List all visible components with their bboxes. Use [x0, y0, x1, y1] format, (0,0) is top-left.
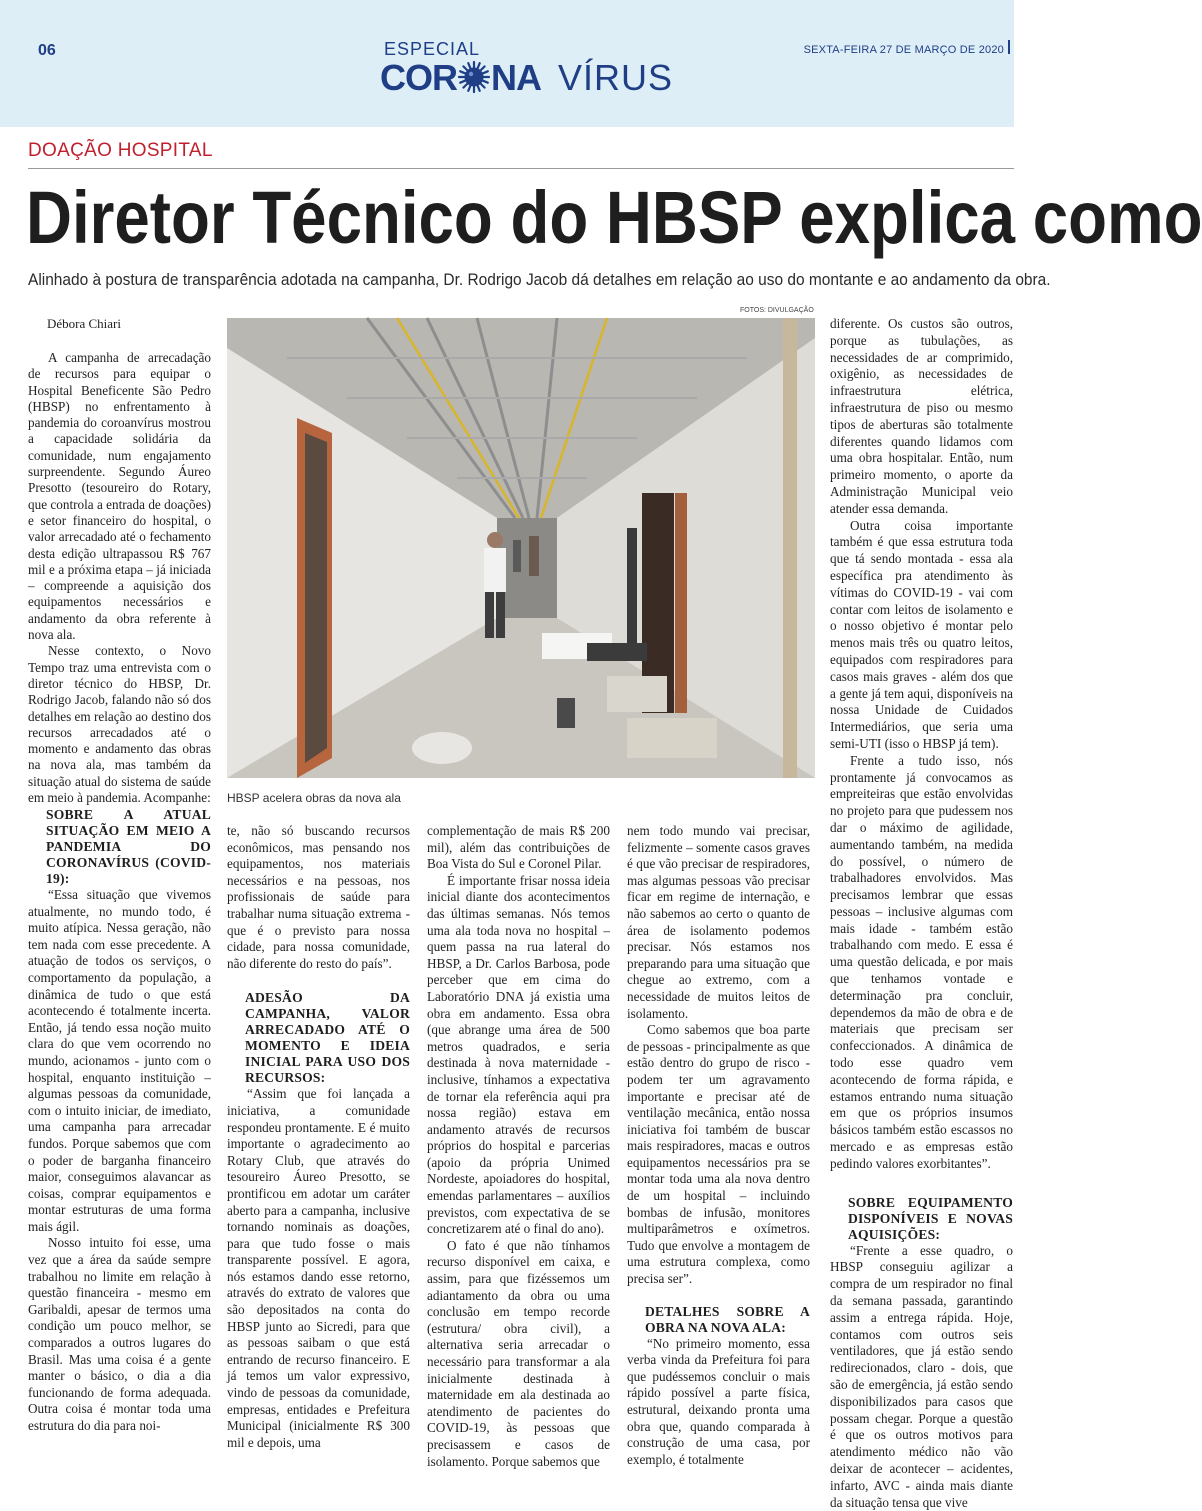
section-label: DOAÇÃO HOSPITAL: [28, 140, 213, 161]
paragraph: “Assim que foi lançada a iniciativa, a comunidade respondeu prontamente. E é muito importante o agradecimento ao Rotary Club, que através do tesoureiro Áureo Presotto, se prontificou em adotar um caráter aberto para a campanha, inclusive tornando nominais as doações, para que tudo fosse o mais transparente possível. E agora, nós estamos dando esse retorno, através do extrato de valores que são depositados na conta do HBSP junto ao Sicredi, para que as pessoas saibam o que está entrando de recurso financeiro. E já temos um valor expressivo, vindo de pessoas da comunidade, empresas, entidades e Prefeitura Municipal (inicialmente R$ 300 mil e depois, uma: [227, 1086, 410, 1450]
paragraph: “Frente a esse quadro, o HBSP conseguiu agilizar a compra de um respirador no final da semana passada, garantindo assim a entrega rápida. Hoje, contamos com outros seis ventiladores, que já estão sendo redirecionados, claro - dois, que são de emergência, já estão sendo disponibilizados para casos que possam chegar. Porque a questão é que os outros motivos para atendimento médico não vão deixar de acontecer – acidentes, infarto, AVC - ainda mais diante da situação tensa que vive: [830, 1242, 1013, 1510]
photo-credit: FOTOS: DIVULGAÇÃO: [740, 307, 814, 314]
paragraph: “No primeiro momento, essa verba vinda da Prefeitura foi para que pudéssemos concluir o mais rápido possível a parte física, estrutural, deixando pronta uma obra que, quando comparada à construção de uma casa, por exemplo, é totalmente: [627, 1335, 810, 1467]
author-byline: Débora Chiari: [47, 316, 122, 331]
headline-container: [0, 170, 1202, 270]
paragraph: Como sabemos que boa parte de pessoas - principalmente as que estão dentro do grupo de risco - podem ter um agravamento importante e precisar até de ventilação mecânica, então nossa iniciativa foi também de buscar mais respiradores, macas e outros equipamentos necessários pra se montar toda uma ala nova dentro de um hospital – incluindo bombas de infusão, monitores multiparâmetros e oxímetros. Tudo que envolve a montagem de uma estrutura complexa, como precisa ser”.: [627, 1022, 810, 1287]
page-number: 06: [38, 42, 56, 59]
paragraph: Outra coisa importante também é que essa estrutura toda que tá sendo montada - essa ala específica pra atendimento às vítimas do COVID-19 - vai com contar com leitos de isolamento e o nosso objetivo é montar pelo menos mais três ou quatro leitos, equipados com respiradores para casos mais graves - além dos que a gente já tem aqui, disponíveis na nossa Unidade de Cuidados Intermediários, que seria uma semi-UTI (isso o HBSP já tem).: [830, 517, 1013, 751]
section-rule: [28, 168, 1014, 169]
paragraph: Frente a tudo isso, nós prontamente já convocamos as empreiteiras que estão envolvidas no projeto para que pudessem nos dar o máximo de agilidade, aumentando também, na medida do possível, o número de trabalhadores envolvidos. Mas precisamos lembrar que essas pessoas – inclusive algumas com mais idade - também estão trabalhando com medo. E essa é uma questão delicada, e por mais que tenhamos vontade e determinação pra concluir, dependemos da mão de obra e de materiais que precisam ser confeccionados. A dinâmica de todo esse quadro vem acontecendo de forma rápida, e estamos entrando numa situação em que os próprios insumos básicos também estão escassos no mercado e as empresas estão pedindo valores exorbitantes”.: [830, 752, 1013, 1171]
paragraph: É importante frisar nossa ideia inicial diante dos acontecimentos das últimas semanas. Nós temos uma ala toda nova no hospital – quem passa na rua lateral do HBSP, a Dr. Carlos Barbosa, pode perceber que em cima do Laboratório DNA já existia uma obra em andamento. Essa obra (que abrange uma área de 500 metros quadrados, e seria destinada à nova maternidade - inclusive, tínhamos a expectativa de tornar ela referência aqui pra nossa região) estava em andamento através de recursos próprios do hospital e parcerias (apoio da própria Unimed Nordeste, apoiadores do hospital, emendas parlamentares – auxílios previstos, com expectativa de se concretizarem até o final do ano).: [427, 872, 610, 1237]
paragraph: O fato é que não tínhamos recurso disponível em caixa, e assim, para que fizéssemos um adiantamento da obra ou uma conclusão em tempo recorde (estrutura/ obra civil), a alternativa seria arrecadar o necessário para transformar a ala inicialmente destinada à maternidade em ala destinada ao atendimento de pacientes do COVID-19, às pessoas que precisassem e casos de isolamento. Porque sabemos que: [427, 1237, 610, 1469]
paragraph: A campanha de arrecadação de recursos para equipar o Hospital Beneficente São Pedro (HBSP) no enfrentamento à pandemia do coroanvírus mostrou a capacidade solidária da comunidade, num engajamento surpreendente. Segundo Áureo Presotto (tesoureiro do Rotary, que controla a entrada de doações) e setor financeiro do hospital, o valor arrecadado até o fechamento desta edição ultrapassou R$ 767 mil e a próxima etapa – já iniciada – compreende a aquisição dos equipamentos necessários e andamento da obra referente à nova ala.: [28, 350, 211, 643]
paragraph: complementação de mais R$ 200 mil), além das contribuições de Boa Vista do Sul e Coronel Pilar.: [427, 823, 610, 872]
logo-corona-left: COR: [380, 57, 457, 98]
column-1-bottom: [28, 807, 211, 1435]
especial-coronavirus-logo: [380, 39, 674, 99]
subhead-adesao: ADESÃO DA CAMPANHA, VALOR ARRECADADO ATÉ O MOMENTO E IDEIA INICIAL PARA USO DOS RECURSOS:: [245, 990, 410, 1086]
column-5: [830, 316, 1013, 1511]
subhead-equipamentos: SOBRE EQUIPAMENTO DISPONÍVEIS E NOVAS AQUISIÇÕES:: [848, 1194, 1013, 1242]
logo-corona-text: [380, 57, 541, 99]
corridor-illustration: [227, 318, 815, 778]
subhead-detalhes: DETALHES SOBRE A OBRA NA NOVA ALA:: [645, 1303, 810, 1335]
paragraph: te, não só buscando recursos econômicos, mas pensando nos equipamentos, nos materiais necessários e na pessoas, nos profissionais de saúde para trabalhar numa situação extrema - que é o previsto para nossa cidade, para nossa comunidade, não diferente do resto do país”.: [227, 823, 410, 971]
issue-date: SEXTA-FEIRA 27 DE MARÇO DE 2020: [803, 44, 1004, 56]
column-1-top: [28, 350, 211, 806]
paragraph: nem todo mundo vai precisar, felizmente – somente casos graves é que vão precisar de respiradores, mas algumas pessoas vão precisar ficar em regime de internação, e não sabemos ao certo o quanto de área de isolamento podemos precisar. Nós estamos nos preparando para uma situação que chegue ao extremo, com a necessidade de muitos leitos de isolamento.: [627, 823, 810, 1021]
logo-corona-right: NA: [491, 57, 541, 98]
logo-especial-text: ESPECIAL: [384, 39, 481, 59]
paragraph: diferente. Os custos são outros, porque as tubulações, as necessidades de ar comprimido, oxigênio, as necessidades de infraestrutura elétrica, infraestrutura de piso ou mesmo tipos de aberturas são totalmente diferentes quando lidamos com uma obra hospitalar. Então, num primeiro momento, o aporte da Administração Municipal veio atender essa demanda.: [830, 316, 1013, 516]
virus-icon: [458, 61, 490, 93]
column-3: [427, 823, 610, 1470]
paragraph: Nosso intuito foi esse, uma vez que a área da saúde sempre trabalhou no limite em relação à questão financeira - mesmo em Garibaldi, apesar de termos uma condição um pouco melhor, se comparados a outros lugares do Brasil. Mas uma coisa é a gente manter o básico, o dia a dia funcionando de forma adequada. Outra coisa é montar toda uma estrutura do dia para noi-: [28, 1235, 211, 1433]
logo-virus-text: VÍRUS: [558, 57, 674, 98]
hospital-corridor-photo: [227, 318, 815, 778]
header-divider: [1008, 40, 1010, 54]
headline: Diretor Técnico do HBSP explica como: [26, 176, 1202, 259]
subheadline: Alinhado à postura de transparência adotada na campanha, Dr. Rodrigo Jacob dá detalhes em relação ao uso do montante e ao andamento da obra.: [28, 270, 1051, 289]
photo-caption: HBSP acelera obras da nova ala: [227, 791, 401, 805]
subhead-situacao: SOBRE A ATUAL SITUAÇÃO EM MEIO A PANDEMIA DO CORONAVÍRUS (COVID-19):: [46, 807, 211, 886]
column-2: [227, 823, 410, 1451]
column-4: [627, 823, 810, 1468]
paragraph: “Essa situação que vivemos atualmente, no mundo todo, é muito atípica. Nessa geração, não tem nada com esse precedente. A atuação de todos os serviços, o comportamento da população, a dinâmica de tudo o que está acontecendo é totalmente incerta. Então, já tendo essa noção muito clara do que vem ocorrendo no mundo, acionamos - junto com o hospital, enquanto instituição – algumas pessoas da comunidade, com o intuito iniciar, de imediato, uma campanha para arrecadar fundos. Porque sabemos que com o poder de barganha financeiro maior, conseguimos alavancar as coisas, comprar equipamentos e montar estruturas de uma forma mais ágil.: [28, 887, 211, 1234]
paragraph: Nesse contexto, o Novo Tempo traz uma entrevista com o diretor técnico do HBSP, Dr. Rodrigo Jacob, falando não só dos detalhes em relação ao destino dos recursos arrecadados até o momento e andamento das obras na nova ala, mas também da situação atual do sistema de saúde em meio à pandemia. Acompanhe:: [28, 643, 211, 806]
